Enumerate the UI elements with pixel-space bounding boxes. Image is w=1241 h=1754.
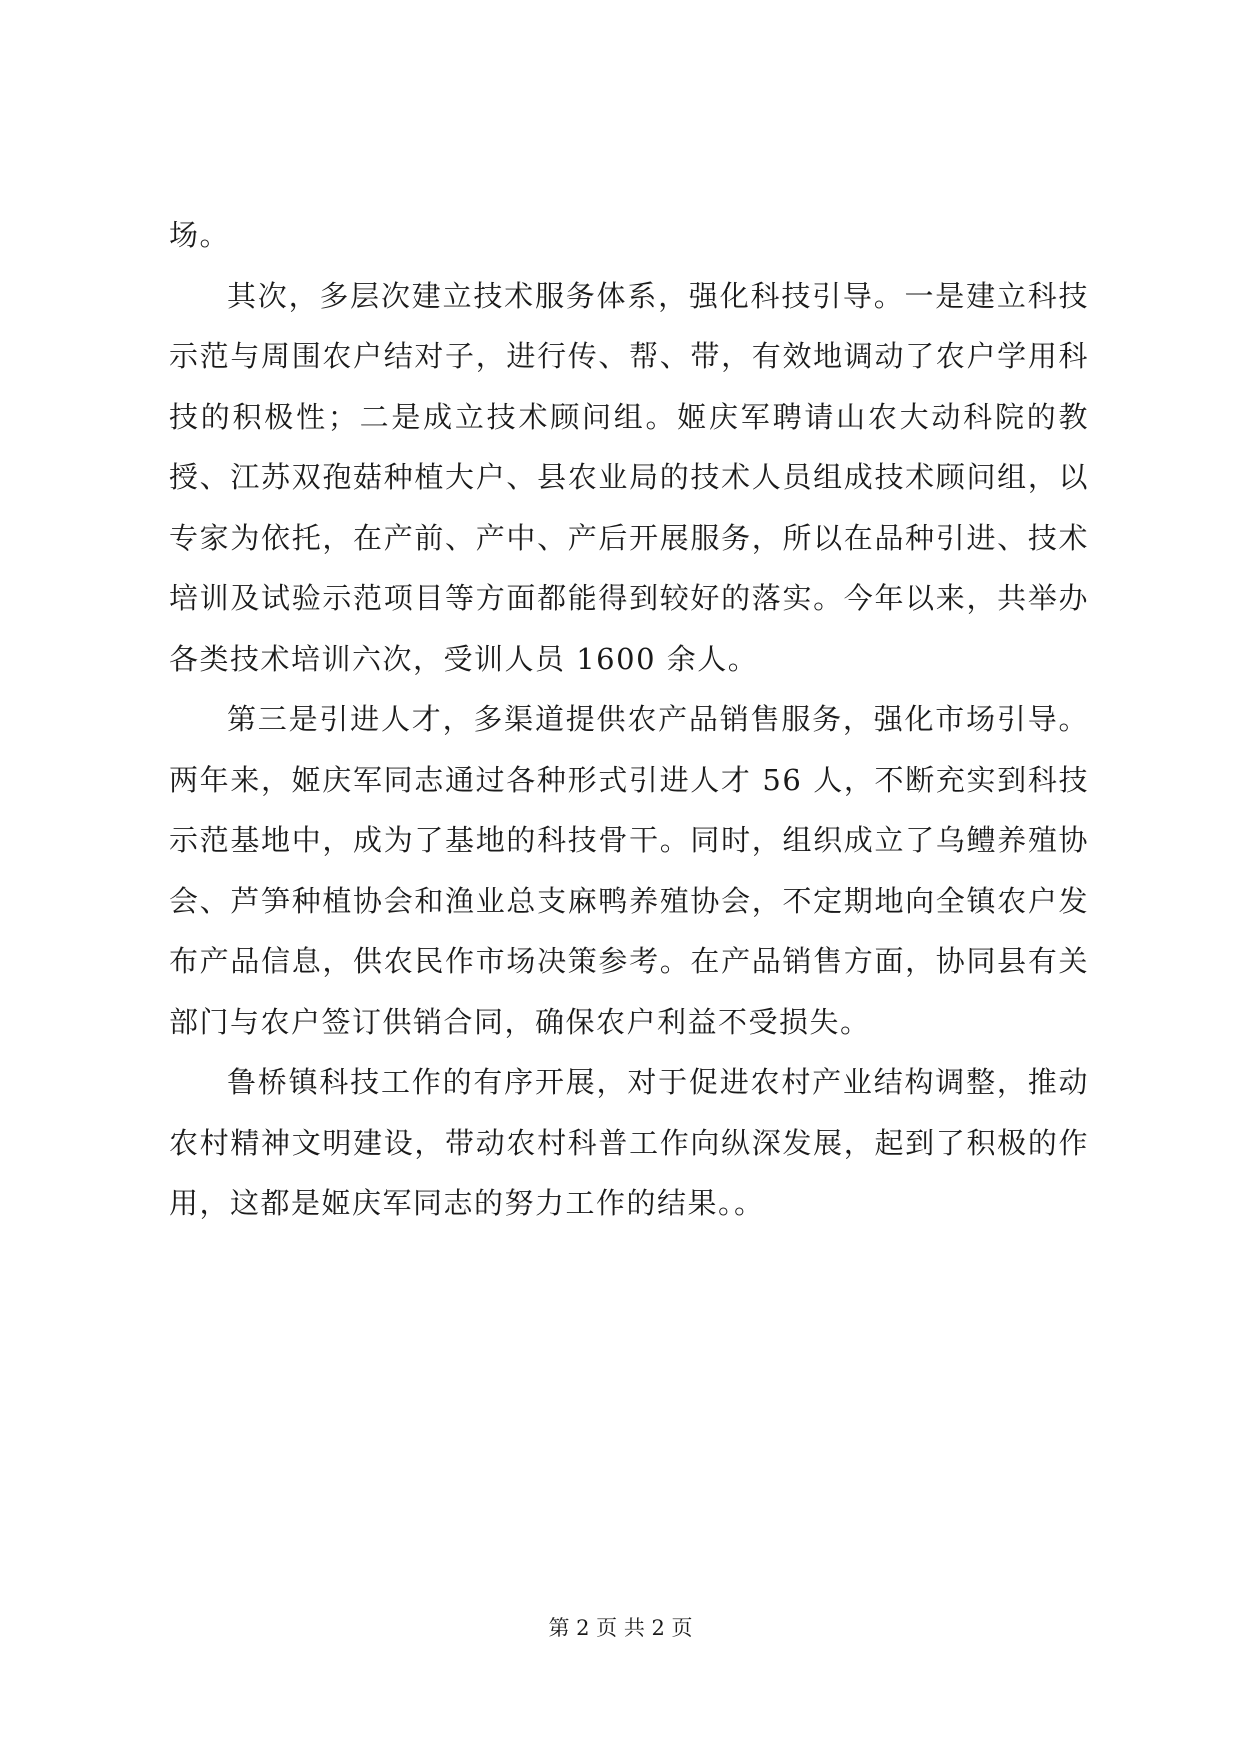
page-number-footer: 第 2 页 共 2 页 bbox=[548, 1616, 693, 1640]
paragraph-conclusion: 鲁桥镇科技工作的有序开展，对于促进农村产业结构调整，推动农村精神文明建设，带动农村科普工作向纵深发展，起到了积极的作用，这都是姬庆军同志的努力工作的结果。。 bbox=[169, 1065, 1089, 1220]
paragraph-talent-market: 第三是引进人才，多渠道提供农产品销售服务，强化市场引导。两年来，姬庆军同志通过各种形式引进人才 56 人，不断充实到科技示范基地中，成为了基地的科技骨干。同时，组织成立了乌鳢养殖协会、芦笋种植协会和渔业总支麻鸭养殖协会，不定期地向全镇农户发布产品信息，供农民作市场决策参考。在产品销售方面，协同县有关部门与农户签订供销合同，确保农户利益不受损失。 bbox=[169, 702, 1089, 1039]
document-body bbox=[169, 205, 1089, 1234]
paragraph-continuation: 场。 bbox=[169, 218, 231, 252]
paragraph-technical-service: 其次，多层次建立技术服务体系，强化科技引导。一是建立科技示范与周围农户结对子，进行传、帮、带，有效地调动了农户学用科技的积极性；二是成立技术顾问组。姬庆军聘请山农大动科院的教授、江苏双孢菇种植大户、县农业局的技术人员组成技术顾问组，以专家为依托，在产前、产中、产后开展服务，所以在品种引进、技术培训及试验示范项目等方面都能得到较好的落实。今年以来，共举办各类技术培训六次，受训人员 1600 余人。 bbox=[169, 278, 1089, 676]
